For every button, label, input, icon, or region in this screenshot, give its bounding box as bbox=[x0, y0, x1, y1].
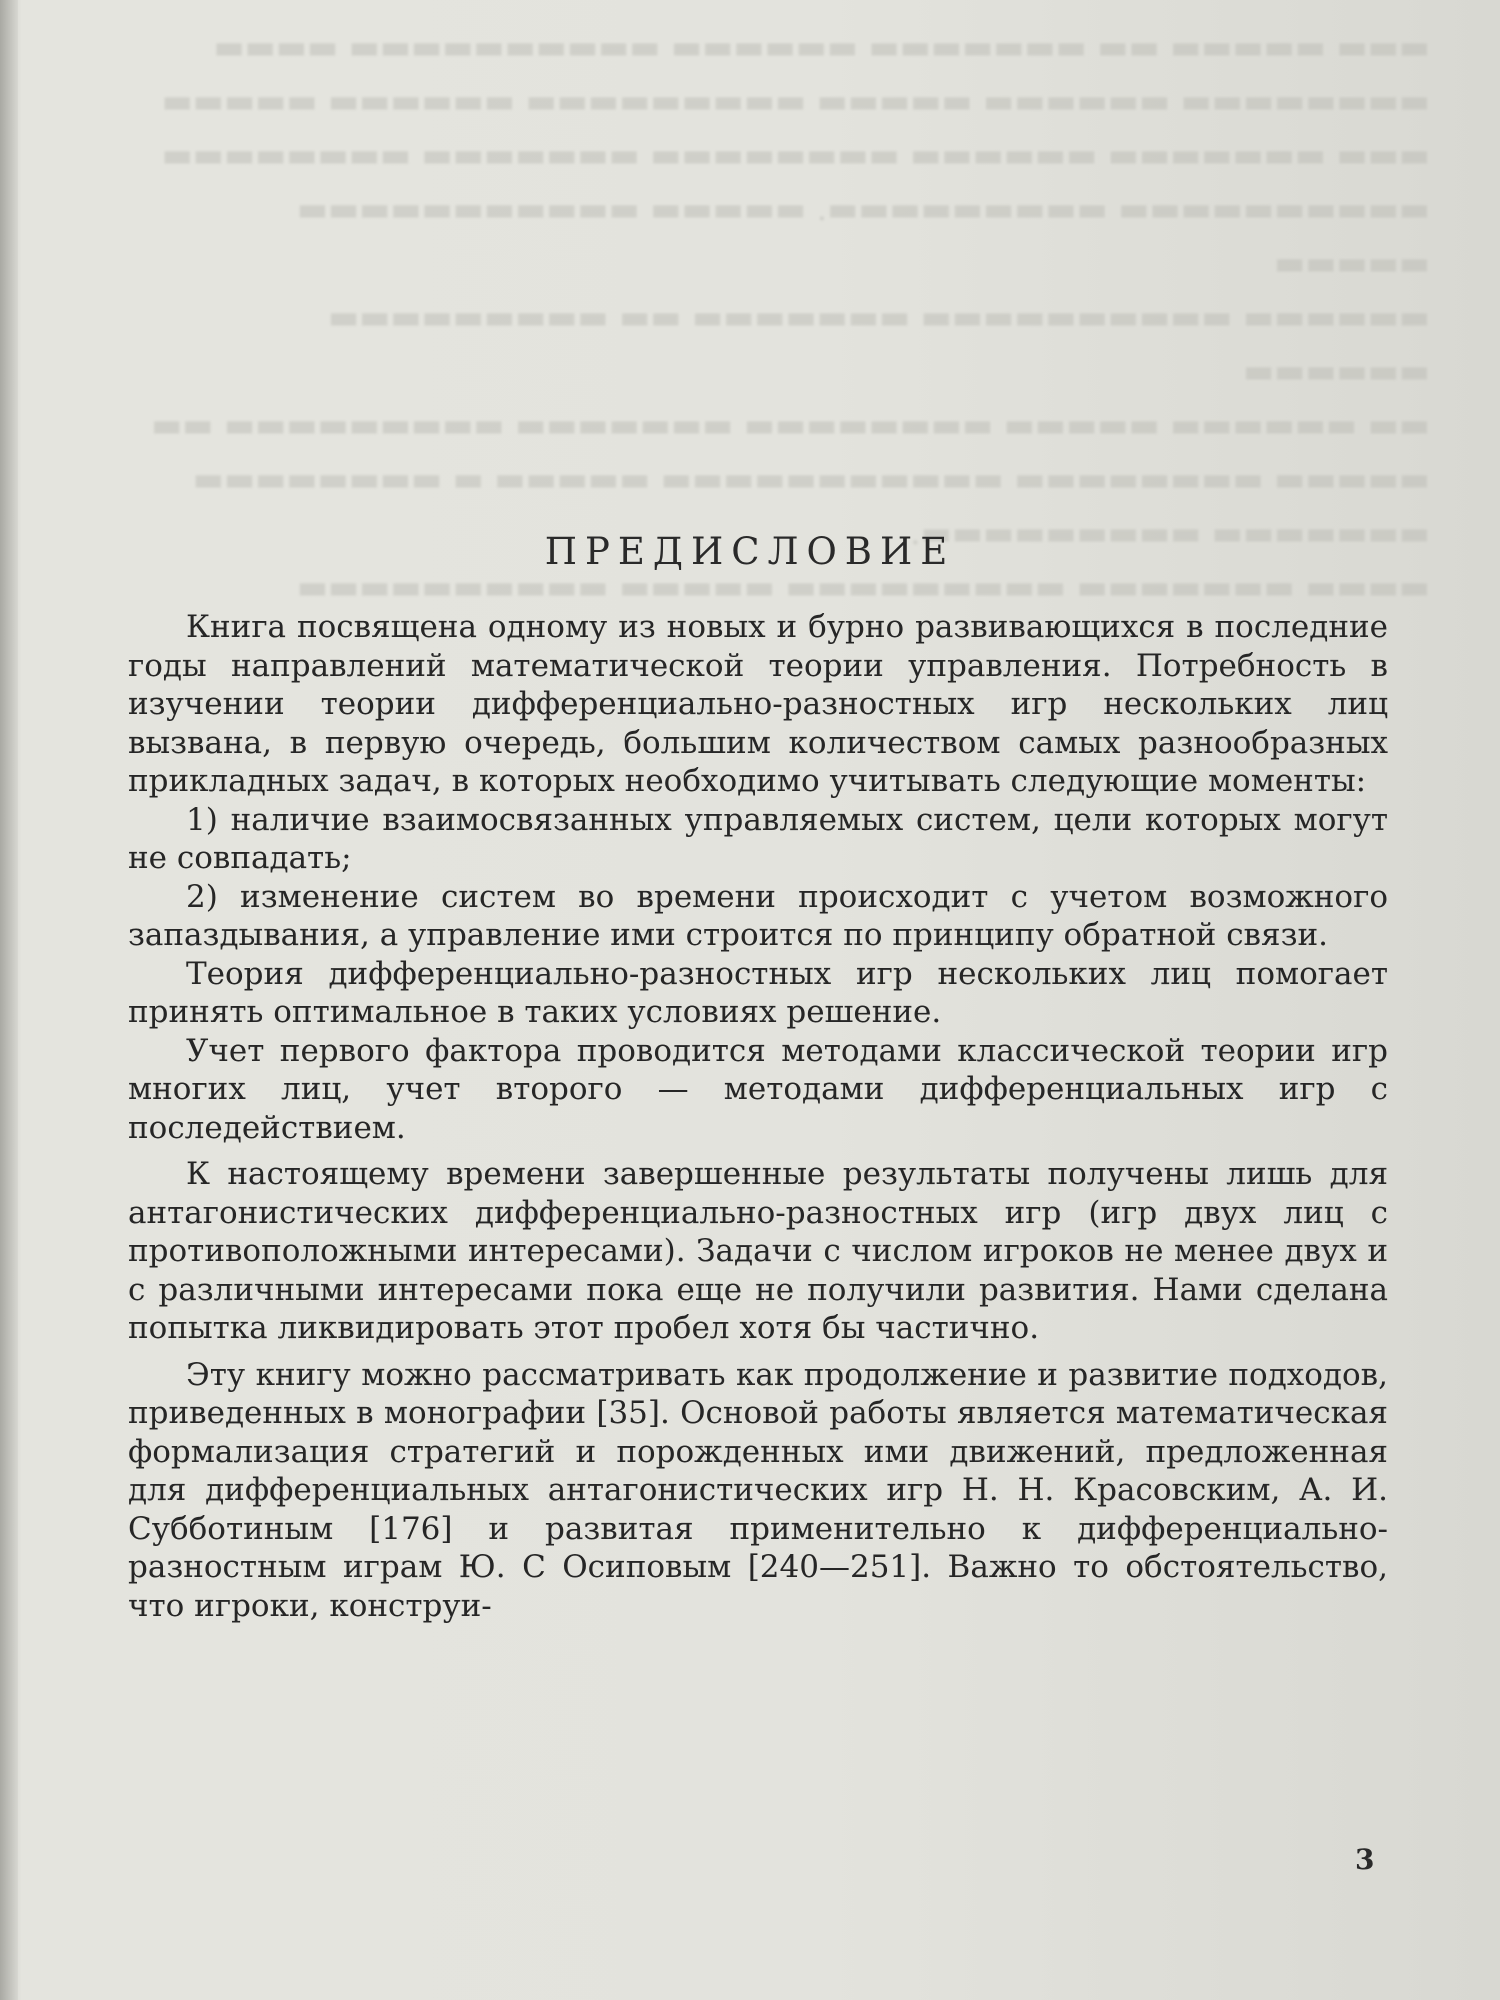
paragraph-5: Эту книгу можно рассматривать как продолжение и развитие подходов, приведенных в монографии [35]. Основой работы является математическая формализация стратегий и порожденных ими движений, предложенная для дифференциальных антагонистических игр Н. Н. Красовским, А. И. Субботиным [176] и развитая применительно к дифференциально-разностным играм Ю. С Осиповым [240—251]. Важно то обстоятельство, что игроки, конструи- bbox=[128, 1356, 1388, 1624]
paragraph-4: К настоящему времени завершенные результаты получены лишь для антагонистических дифференциально-разностных игр (игр двух лиц с противоположными интересами). Задачи с числом игроков не менее двух и с различными интересами пока еще не получили развития. Нами сделана попытка ликвидировать этот пробел хотя бы частично. bbox=[128, 1156, 1388, 1346]
page-fold-shadow bbox=[0, 0, 18, 2000]
list-item-2: 2) изменение систем во времени происходит с учетом возможного запаздывания, а управление ими строится по принципу обратной связи. bbox=[128, 878, 1388, 953]
paragraph-2: Теория дифференциально-разностных игр нескольких лиц помогает принять оптимальное в таких условиях решение. bbox=[128, 955, 1388, 1030]
bleed-through-text: ▬▬▬ ▬▬▬▬▬ ▬▬ ▬▬▬▬▬▬▬ ▬▬▬▬▬▬ ▬▬▬▬▬▬▬▬▬▬ ▬▬▬▬ ▬▬▬▬▬▬▬▬ ▬▬▬▬▬▬ ▬▬▬▬▬ ▬▬▬▬▬▬▬▬▬ ▬▬▬▬▬▬ ▬▬▬▬▬ ▬▬▬ ▬▬▬▬▬▬▬ ▬▬▬▬▬▬ ▬▬▬▬▬▬▬▬ ▬▬▬▬▬▬▬ ▬▬▬▬▬▬▬▬ ▬▬▬▬▬▬▬▬▬▬ ▬▬▬▬▬▬▬▬▬. ▬▬▬▬▬ ▬▬▬▬▬▬▬▬▬▬▬ ▬▬▬▬▬ ▬▬▬▬▬▬ ▬▬▬▬▬▬▬▬▬▬ ▬▬▬▬▬▬▬ ▬▬ ▬▬▬▬▬▬▬▬▬ ▬▬▬▬▬▬ ▬▬ ▬▬▬▬▬▬ ▬▬▬▬▬ ▬▬▬▬▬▬▬▬ ▬▬▬▬▬▬▬ ▬▬▬▬▬▬▬▬▬ ▬▬ ▬▬▬▬▬ ▬▬▬▬▬▬▬▬ ▬▬▬▬▬▬▬▬▬▬▬ ▬▬▬▬▬ ▬ ▬▬▬▬▬▬▬▬ ▬▬▬▬▬▬▬ ▬▬▬▬▬▬▬▬▬. ▬▬▬▬ ▬▬▬▬▬▬▬ ▬▬▬▬▬▬▬▬▬ ▬▬▬▬▬ ▬▬▬▬▬▬▬▬▬▬ bbox=[151, 27, 1430, 600]
paragraph-3: Учет первого фактора проводится методами классической теории игр многих лиц, учет второго — методами дифференциальных игр с последействием. bbox=[128, 1032, 1388, 1146]
list-item-1: 1) наличие взаимосвязанных управляемых систем, цели которых могут не совпадать; bbox=[128, 801, 1388, 876]
paragraph-1: Книга посвящена одному из новых и бурно развивающихся в последние годы направлений математической теории управления. Потребность в изучении теории дифференциально-разностных игр нескольких лиц вызвана, в первую очередь, большим количеством самых разнообразных прикладных задач, в которых необходимо учитывать следующие моменты: bbox=[128, 609, 1388, 799]
page-title: ПРЕДИСЛОВИЕ bbox=[544, 530, 956, 573]
page-number: 3 bbox=[1355, 1843, 1375, 1876]
preface-body bbox=[128, 608, 1388, 1625]
